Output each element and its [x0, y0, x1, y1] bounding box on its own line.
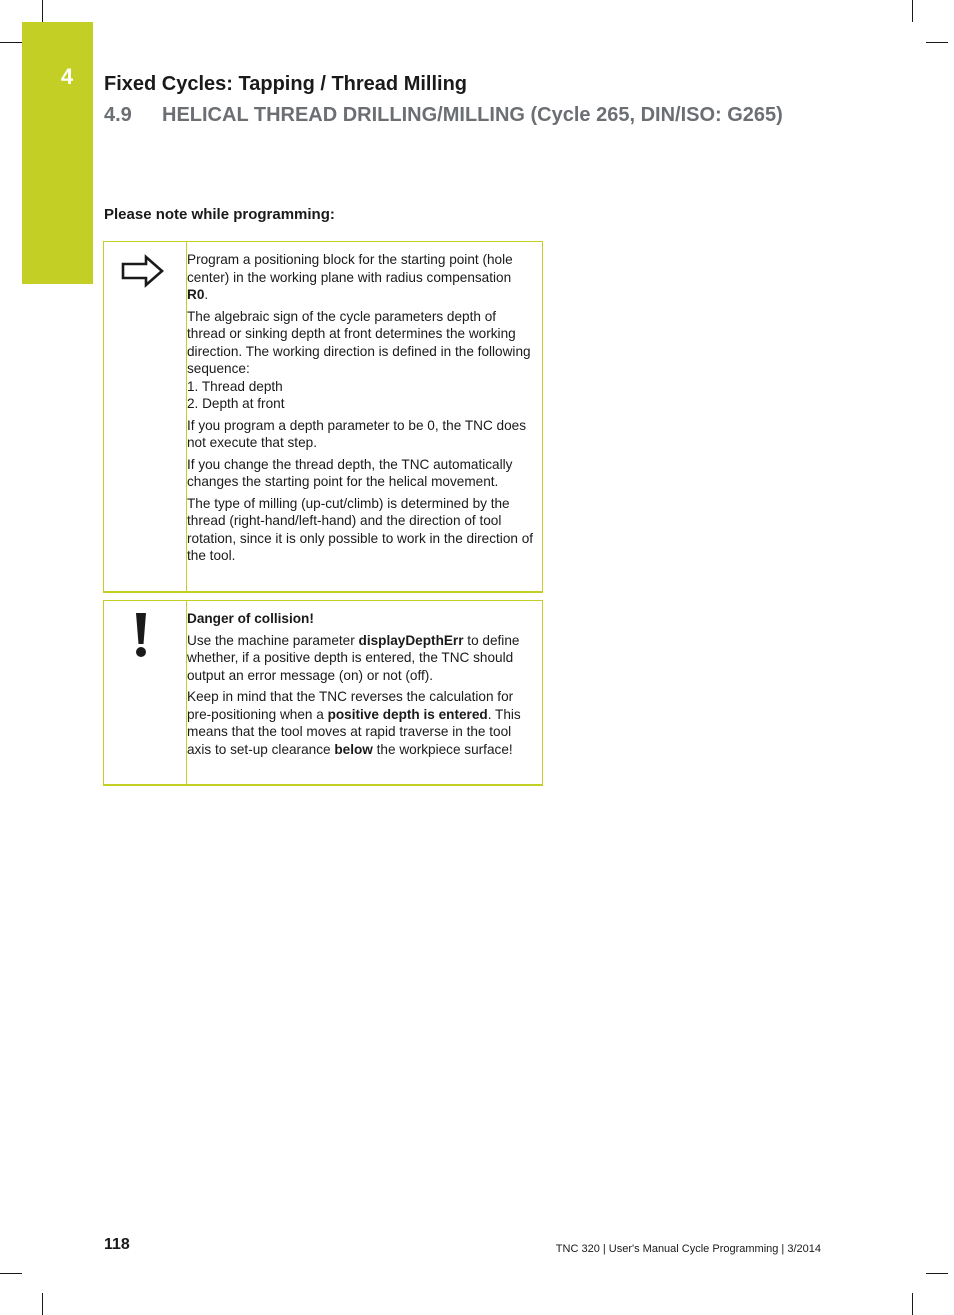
note-paragraph: The algebraic sign of the cycle parameters depth of thread or sinking depth at front determines the working direction. The working direction is defined in the following sequence: 1. Thread depth 2. Depth at front [187, 308, 531, 411]
box-bottom-rule [103, 784, 543, 786]
section-number: 4.9 [104, 104, 132, 126]
note-content [187, 251, 534, 569]
crop-mark [0, 1273, 22, 1274]
crop-mark [926, 1273, 948, 1274]
warning-paragraph: Keep in mind that the TNC reverses the calculation for pre-positioning when a positive depth is entered. This means that the tool moves at rapid traverse in the tool axis to set-up clearance below the workpiece surface! [187, 689, 521, 757]
note-paragraph: Program a positioning block for the starting point (hole center) in the working plane with radius compensation R0. [187, 252, 513, 302]
chapter-tab [22, 22, 93, 284]
chapter-number: 4 [60, 64, 74, 89]
crop-mark [912, 1293, 913, 1315]
note-paragraph: If you change the thread depth, the TNC automatically changes the starting point for the helical movement. [187, 456, 513, 489]
warning-title: Danger of collision! [187, 611, 314, 626]
box-bottom-rule [103, 591, 543, 593]
note-heading: Please note while programming: [104, 206, 335, 223]
crop-mark [912, 0, 913, 22]
section-title: HELICAL THREAD DRILLING/MILLING (Cycle 265, DIN/ISO: G265) [162, 104, 783, 126]
warning-box [103, 600, 543, 786]
arrow-right-icon [120, 254, 166, 288]
note-paragraph: The type of milling (up-cut/climb) is determined by the thread (right-hand/left-hand) and the direction of tool rotation, since it is only possible to work in the direction of the tool. [187, 495, 534, 563]
note-box [103, 241, 543, 593]
note-paragraph: If you program a depth parameter to be 0, the TNC does not execute that step. [187, 417, 527, 450]
footer-text: TNC 320 | User's Manual Cycle Programming | 3/2014 [555, 1243, 821, 1255]
exclamation-icon [134, 611, 148, 659]
crop-mark [926, 42, 948, 43]
page-number: 118 [104, 1236, 130, 1253]
crop-mark [0, 42, 22, 43]
crop-mark [42, 1293, 43, 1315]
chapter-title: Fixed Cycles: Tapping / Thread Milling [104, 73, 468, 95]
crop-mark [42, 0, 43, 22]
warning-content [187, 610, 534, 762]
warning-paragraph: Use the machine parameter displayDepthErr to define whether, if a positive depth is entered, the TNC should output an error message (on) or not (off). [187, 632, 520, 683]
